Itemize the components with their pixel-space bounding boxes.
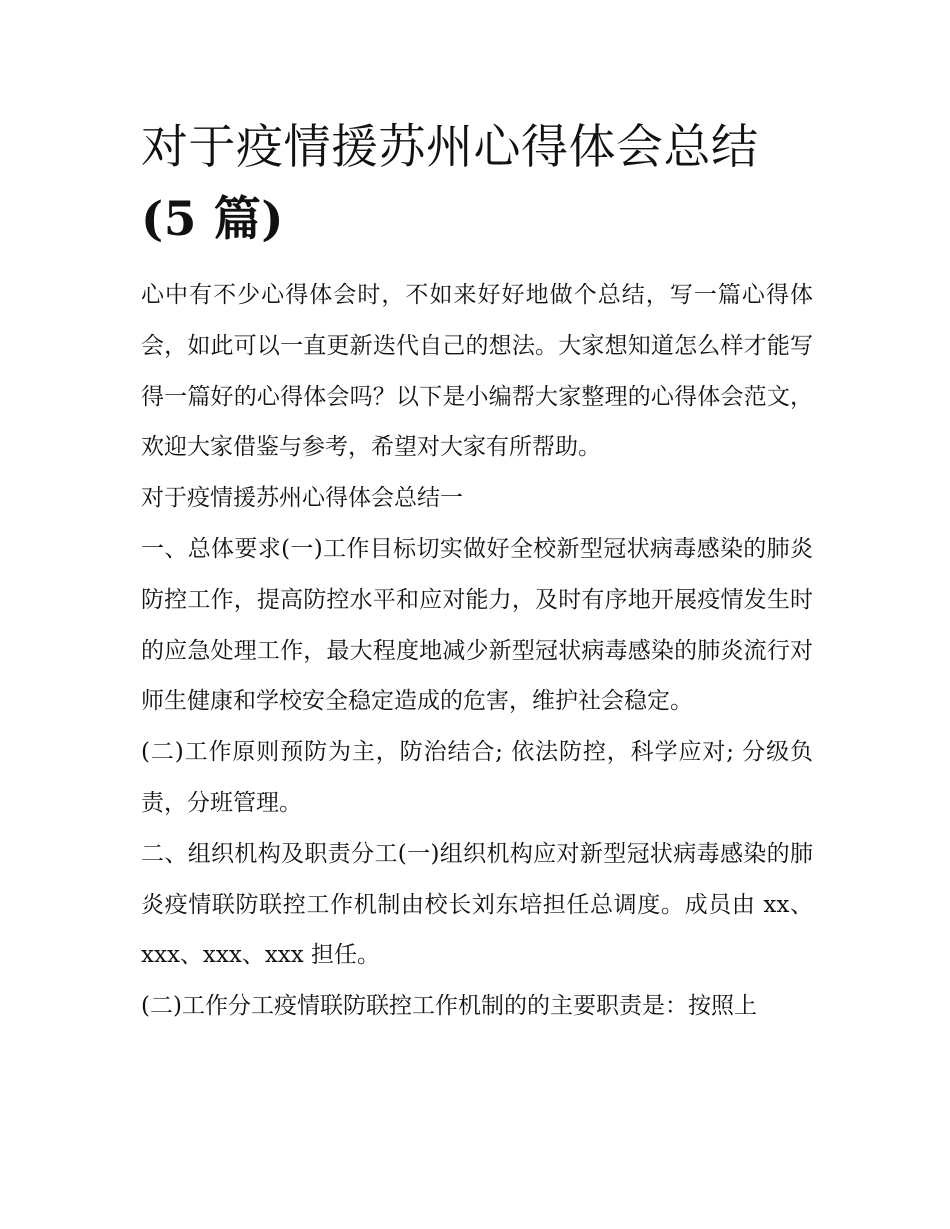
intro-paragraph: 心中有不少心得体会时，不如来好好地做个总结，写一篇心得体会，如此可以一直更新迭代自己的想法。大家想知道怎么样才能写得一篇好的心得体会吗？以下是小编帮大家整理的心得体会范文，欢迎大家借鉴与参考，希望对大家有所帮助。	[141, 282, 813, 461]
document-body	[141, 270, 813, 1032]
document-title	[141, 112, 813, 256]
paragraph-organization: 二、组织机构及职责分工(一)组织机构应对新型冠状病毒感染的肺炎疫情联防联控工作机制由校长刘东培担任总调度。成员由 xx、xxx、xxx、xxx 担任。	[141, 840, 813, 969]
section-heading: 对于疫情援苏州心得体会总结一	[141, 485, 463, 512]
title-line-1: 对于疫情援苏州心得体会总结	[141, 120, 759, 175]
paragraph-general-requirements: 一、总体要求(一)工作目标切实做好全校新型冠状病毒感染的肺炎防控工作，提高防控水平和应对能力，及时有序地开展疫情发生时的应急处理工作，最大程度地减少新型冠状病毒感染的肺炎流行对师生健康和学校安全稳定造成的危害，维护社会稳定。	[141, 535, 813, 715]
paragraph-work-division: (二)工作分工疫情联防联控工作机制的的主要职责是：按照上	[141, 993, 757, 1020]
paragraph-work-principles: (二)工作原则预防为主，防治结合; 依法防控，科学应对; 分级负责，分班管理。	[141, 739, 813, 816]
document-content	[141, 112, 813, 1032]
title-line-2: (5 篇)	[141, 192, 285, 247]
